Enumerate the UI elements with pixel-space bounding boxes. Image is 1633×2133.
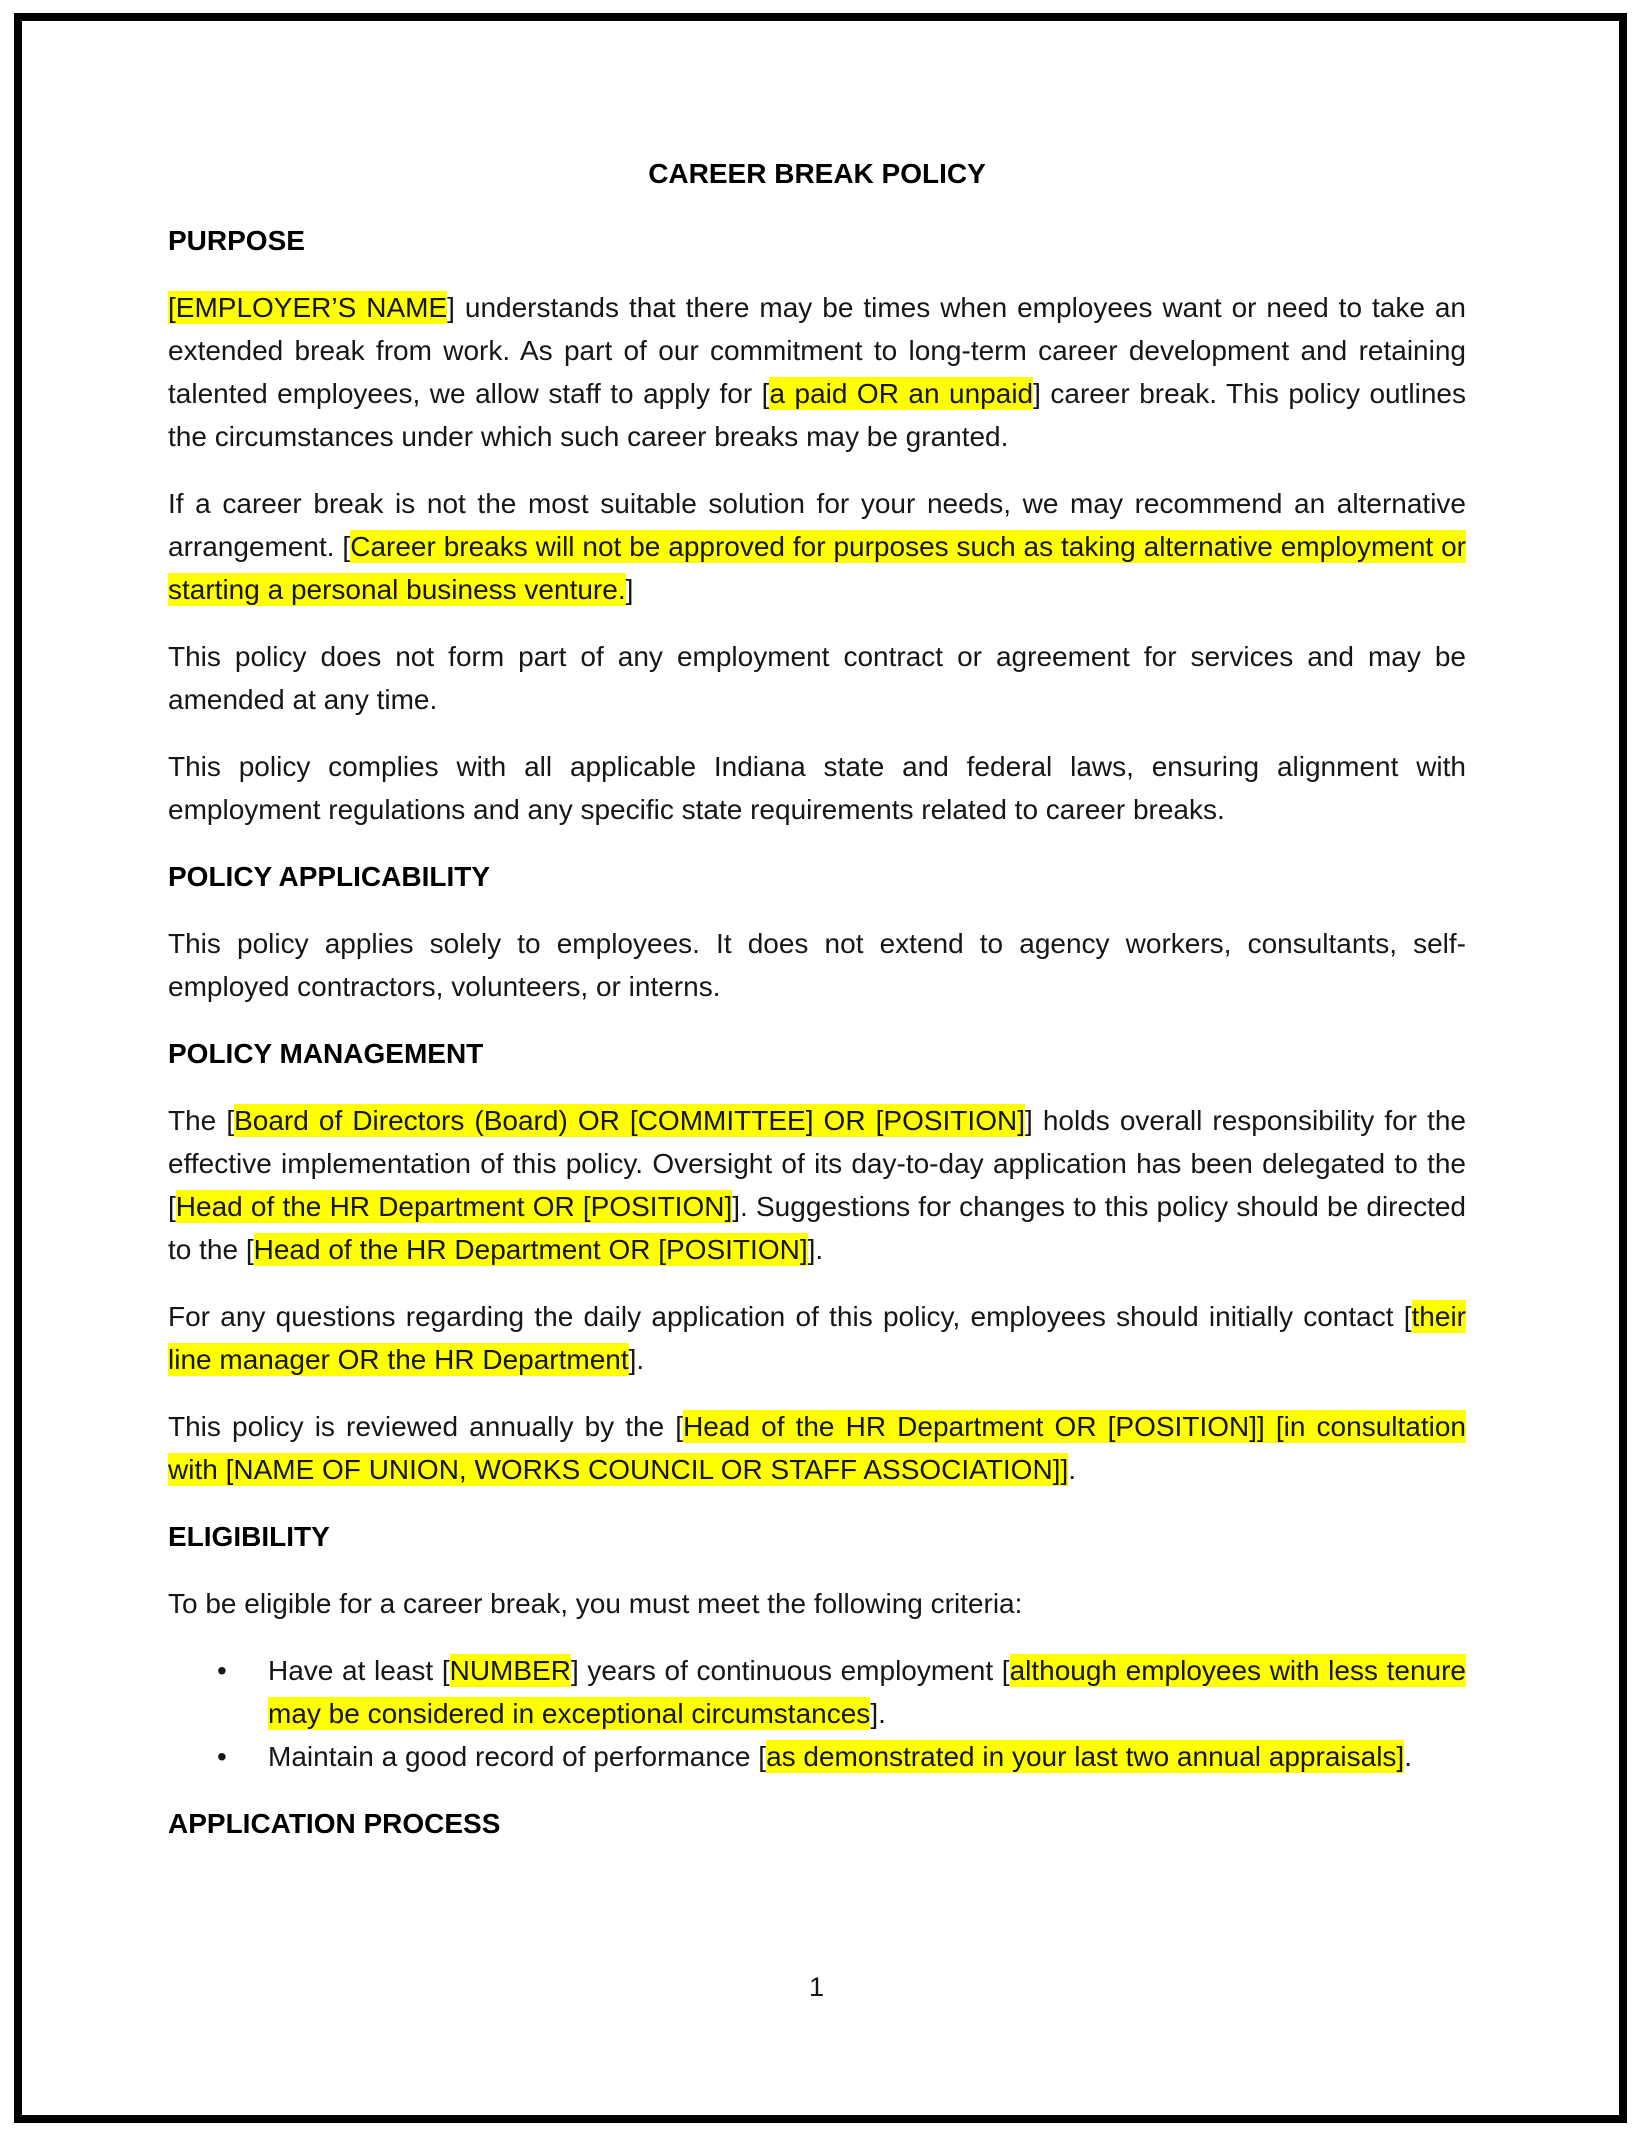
document-blocks	[168, 219, 1466, 1845]
text-run: .	[1068, 1454, 1077, 1485]
text-run: Have at least [	[268, 1655, 450, 1686]
paragraph	[168, 745, 1466, 831]
list-item	[168, 1735, 1466, 1778]
text-run: To be eligible for a career break, you must meet the following criteria:	[168, 1588, 1023, 1619]
text-run: ]	[625, 574, 634, 605]
bullet-list	[168, 1649, 1466, 1778]
section-heading: PURPOSE	[168, 225, 305, 256]
text-run: This policy applies solely to employees. It does not extend to agency workers, consultants, self-employed contractors, volunteers, or interns.	[168, 928, 1466, 1002]
text-run: ]. Suggestions for changes to this policy should be directed to the [	[168, 1191, 1466, 1265]
bullet-icon: •	[217, 1655, 227, 1686]
section-heading: ELIGIBILITY	[168, 1521, 330, 1552]
text-run: ].	[628, 1344, 645, 1375]
paragraph	[168, 286, 1466, 458]
highlighted-placeholder: a paid OR an unpaid	[769, 378, 1034, 409]
paragraph	[168, 1295, 1466, 1381]
highlighted-placeholder: Career breaks will not be approved for purposes such as taking alternative employment or starting a personal business venture.	[168, 531, 1466, 605]
highlighted-placeholder: Head of the HR Department OR [POSITION]	[175, 1191, 733, 1222]
bullet-icon: •	[217, 1741, 227, 1772]
text-run: ].	[870, 1698, 886, 1729]
highlighted-placeholder: Board of Directors (Board) OR [COMMITTEE] OR [POSITION]	[234, 1105, 1025, 1136]
text-run: ] holds overall responsibility for the effective implementation of this policy. Oversight of its day-to-day application has been delegated to the [	[168, 1105, 1466, 1222]
text-run: Maintain a good record of performance [	[268, 1741, 767, 1772]
text-run: ] career break. This policy outlines the circumstances under which such career breaks may be granted.	[168, 378, 1466, 452]
text-run: This policy complies with all applicable Indiana state and federal laws, ensuring alignment with employment regulations and any specific state requirements related to career breaks.	[168, 751, 1466, 825]
highlighted-placeholder: NUMBER	[449, 1655, 571, 1686]
highlighted-placeholder: although employees with less tenure may be considered in exceptional circumstances	[268, 1655, 1467, 1729]
paragraph	[168, 482, 1466, 611]
text-run: The [	[168, 1105, 235, 1136]
highlighted-placeholder: [EMPLOYER’S NAME	[168, 292, 448, 323]
highlighted-placeholder: Head of the HR Department OR [POSITION]] [in consultation with [NAME OF UNION, WORKS COUNCIL OR STAFF ASSOCIATION]]	[168, 1411, 1466, 1485]
highlighted-placeholder: Head of the HR Department OR [POSITION]	[253, 1234, 808, 1265]
text-run: This policy does not form part of any employment contract or agreement for services and may be amended at any time.	[168, 641, 1466, 715]
page-number: 1	[808, 1972, 825, 2002]
section-heading: POLICY APPLICABILITY	[168, 861, 491, 892]
highlighted-placeholder: as demonstrated in your last two annual appraisals]	[766, 1741, 1405, 1772]
document-title: CAREER BREAK POLICY	[648, 158, 986, 189]
paragraph	[168, 922, 1466, 1008]
list-item	[168, 1649, 1466, 1735]
text-run: ] understands that there may be times when employees want or need to take an extended break from work. As part of our commitment to long-term career development and retaining talented employees, we allow staff to apply for [	[168, 292, 1467, 409]
paragraph	[168, 1405, 1466, 1491]
text-run: ] years of continuous employment [	[570, 1655, 1010, 1686]
text-run: .	[1404, 1741, 1412, 1772]
section-heading: APPLICATION PROCESS	[168, 1808, 501, 1839]
text-run: If a career break is not the most suitable solution for your needs, we may recommend an alternative arrangement. [	[168, 488, 1466, 562]
highlighted-placeholder: their line manager OR the HR Department	[168, 1301, 1466, 1375]
text-run: For any questions regarding the daily application of this policy, employees should initially contact [	[168, 1301, 1412, 1332]
section-heading: POLICY MANAGEMENT	[168, 1038, 484, 1069]
paragraph	[168, 635, 1466, 721]
text-run: ].	[807, 1234, 824, 1265]
paragraph	[168, 1582, 1466, 1625]
paragraph	[168, 1099, 1466, 1271]
text-run: This policy is reviewed annually by the [	[168, 1411, 684, 1442]
